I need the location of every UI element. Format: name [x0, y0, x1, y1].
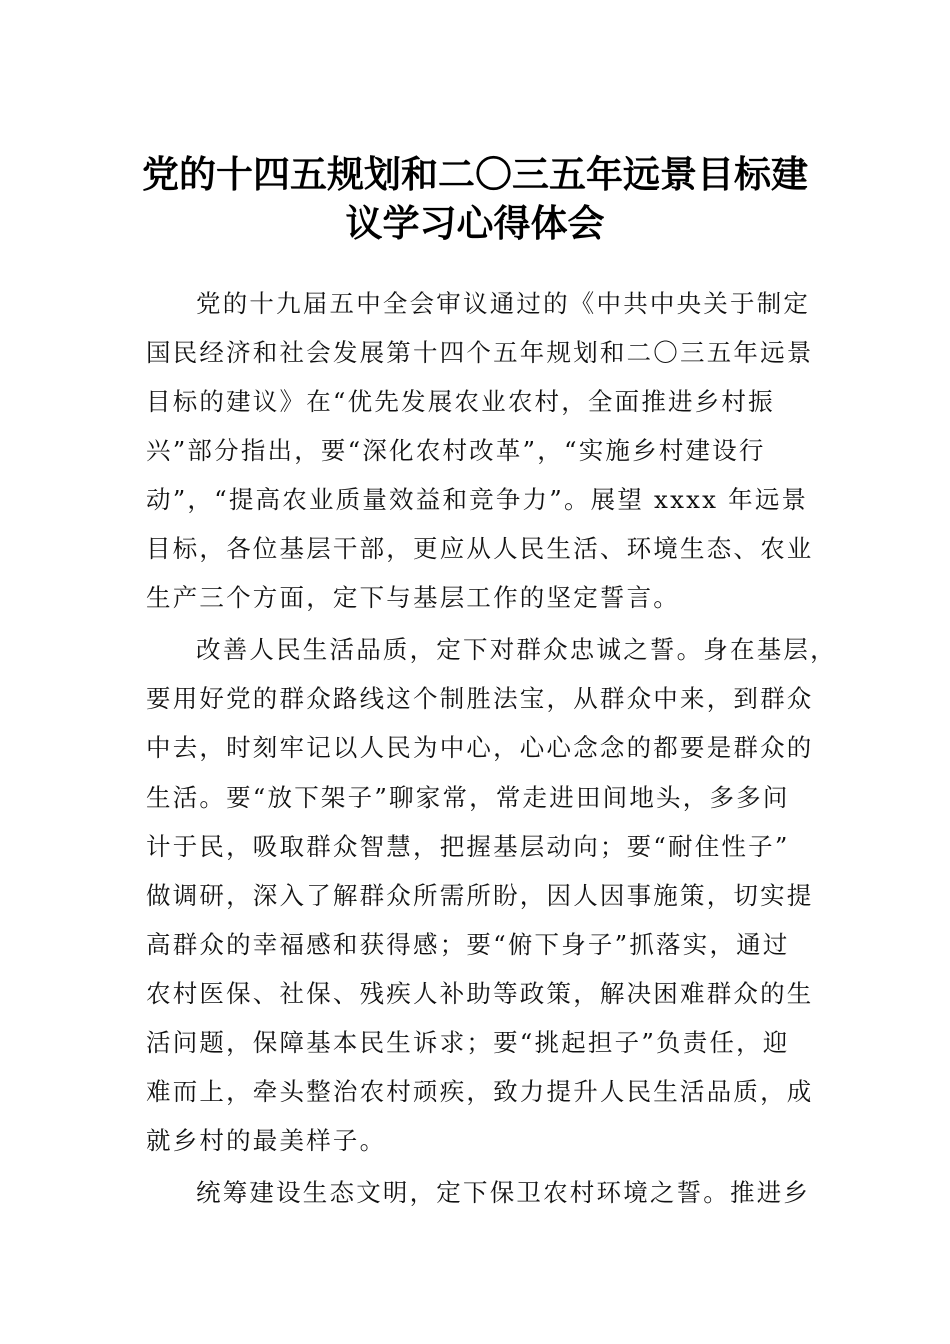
- paragraph-3-line-1: 统筹建设生态文明，定下保卫农村环境之誓。推进乡: [196, 1178, 811, 1207]
- paragraph-2-line-5: 计于民，吸取群众智慧，把握基层动向；要“耐住性子”: [146, 832, 790, 861]
- paragraph-2-line-10: 难而上，牵头整治农村顽疾，致力提升人民生活品质，成: [146, 1077, 814, 1106]
- document-title-line-2: 议学习心得体会: [345, 201, 605, 245]
- document-title-line-1: 党的十四五规划和二〇三五年远景目标建: [142, 152, 808, 196]
- paragraph-1-line-6: 目标，各位基层干部，更应从人民生活、环境生态、农业: [146, 534, 814, 563]
- paragraph-2-line-1: 改善人民生活品质，定下对群众忠诚之誓。身在基层，: [196, 635, 837, 664]
- paragraph-1-line-2: 国民经济和社会发展第十四个五年规划和二〇三五年远景: [146, 338, 814, 367]
- paragraph-1-line-5: 动”，“提高农业质量效益和竞争力”。展望 xxxx 年远景: [146, 485, 809, 514]
- paragraph-1-line-4: 兴”部分指出，要“深化农村改革”，“实施乡村建设行: [146, 436, 766, 465]
- paragraph-2-line-7: 高群众的幸福感和获得感；要“俯下身子”抓落实，通过: [146, 930, 790, 959]
- paragraph-2-line-8: 农村医保、社保、残疾人补助等政策，解决困难群众的生: [146, 979, 814, 1008]
- paragraph-1-line-3: 目标的建议》在“优先发展农业农村，全面推进乡村振: [146, 387, 775, 416]
- paragraph-2-line-3: 中去，时刻牢记以人民为中心，心心念念的都要是群众的: [146, 733, 814, 762]
- paragraph-2-line-6: 做调研，深入了解群众所需所盼，因人因事施策，切实提: [146, 881, 814, 910]
- paragraph-2-line-4: 生活。要“放下架子”聊家常，常走进田间地头，多多问: [146, 783, 790, 812]
- paragraph-2-line-9: 活问题，保障基本民生诉求；要“挑起担子”负责任，迎: [146, 1028, 790, 1057]
- paragraph-2-line-11: 就乡村的最美样子。: [146, 1126, 387, 1155]
- paragraph-1-line-7: 生产三个方面，定下与基层工作的坚定誓言。: [146, 583, 680, 612]
- paragraph-1-line-1: 党的十九届五中全会审议通过的《中共中央关于制定: [196, 289, 811, 318]
- paragraph-2-line-2: 要用好党的群众路线这个制胜法宝，从群众中来，到群众: [146, 684, 814, 713]
